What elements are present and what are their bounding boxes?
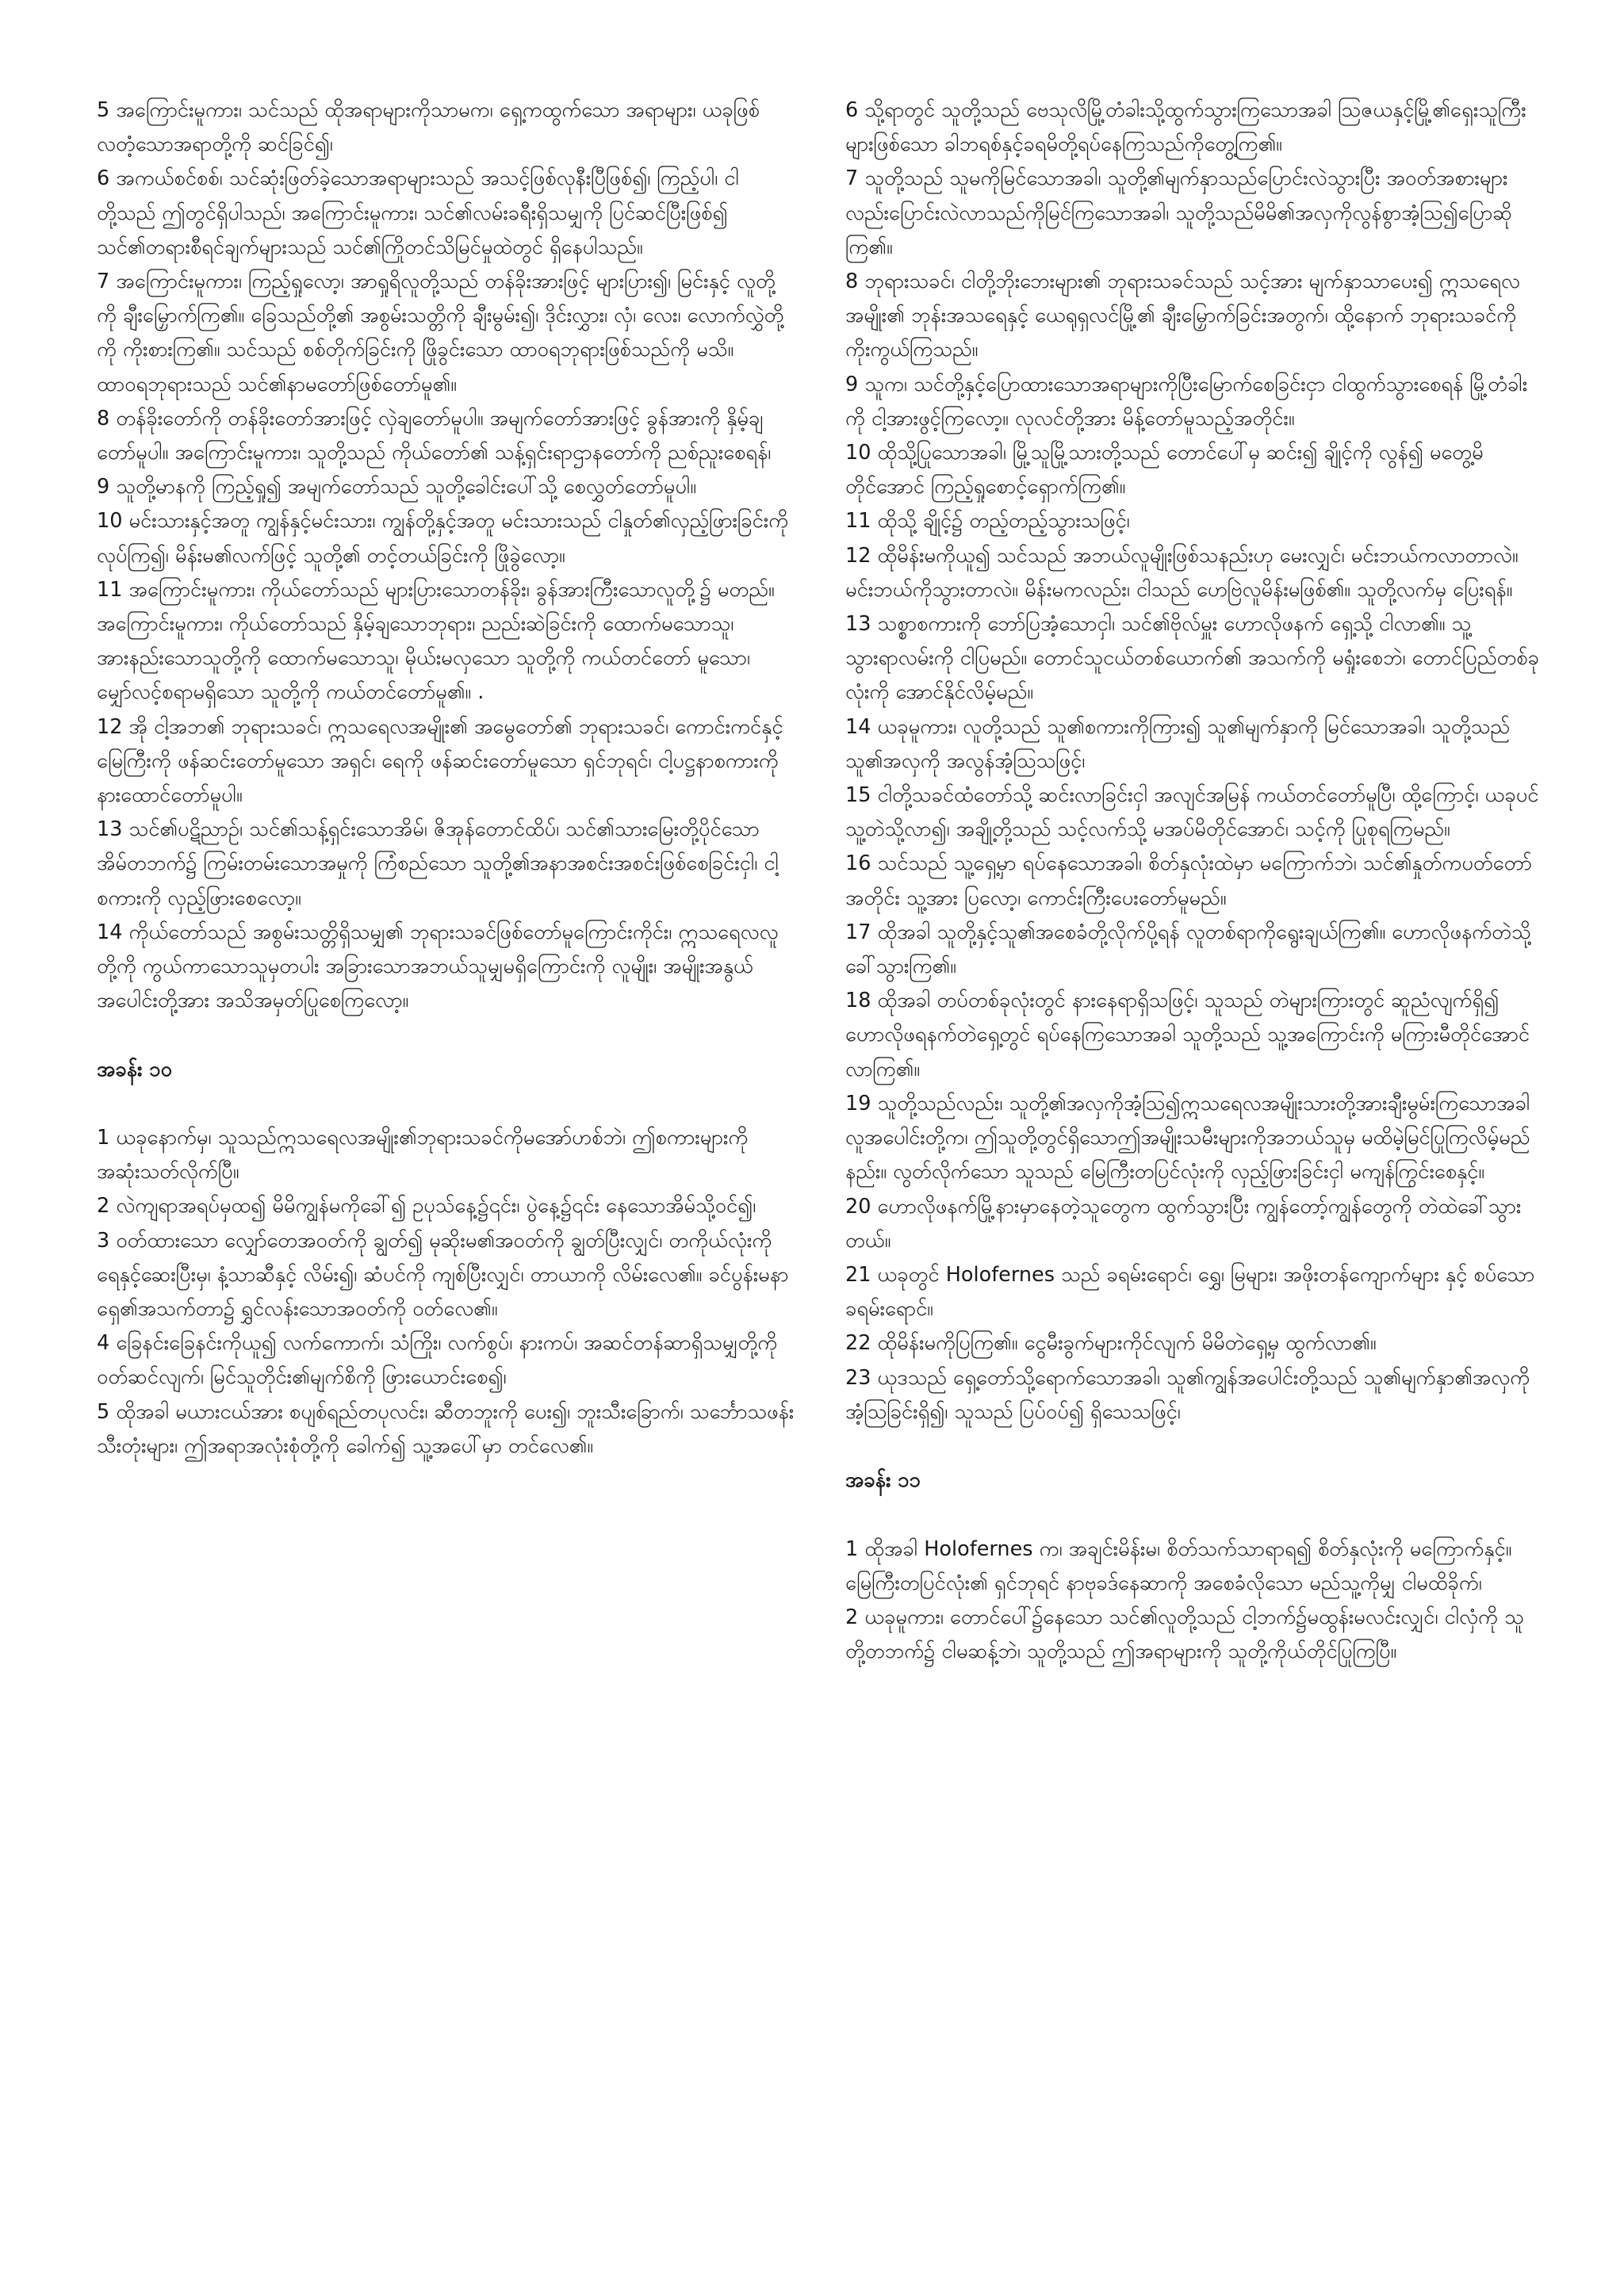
verse-paragraph: 23 ယုဒသည် ရှေ့တော်သို့ရောက်သောအခါ၊ သူ၏ကျွန်အပေါင်းတို့သည် သူ၏မျက်နှာ၏အလှကို အံ့သြခြင်းရှိ၍၊ သူသည် ပြပ်ဝပ်၍ ရှိသေသဖြင့်၊ <box>845 1365 1530 1424</box>
verse-paragraph: 3 ဝတ်ထားသော လျှော်တေအဝတ်ကို ချွတ်၍ မုဆိုးမ၏အဝတ်ကို ချွတ်ပြီးလျှင်၊ တကိုယ်လုံးကို ရေနှင့်ဆေးပြီးမှ၊ နံ့သာဆီနှင့် လိမ်း၍၊ ဆံပင်ကို ကျစ်ပြီးလျှင်၊ တာယာကို လိမ်းလေ၏။ ခင်ပွန်းမနာရှေ၏အသက်တာ၌ ရွှင်လန်းသောအဝတ်ကို ဝတ်လေ၏။ <box>97 1228 789 1322</box>
verse-paragraph: 14 ယခုမူကား၊ လူတို့သည် သူ၏စကားကိုကြား၍ သူ၏မျက်နှာကို မြင်သောအခါ၊ သူတို့သည် သူ၏အလှကို အလွန်အံ့သြသဖြင့်၊ <box>845 714 1511 773</box>
right-verses-top <box>845 94 1543 1429</box>
verse-paragraph: 1 ယခုနောက်မှ၊ သူသည်ဣသရေလအမျိုး၏ဘုရားသခင်ကိုမအော်ဟစ်ဘဲ၊ ဤစကားများကိုအဆုံးသတ်လိုက်ပြီ။ <box>97 1126 749 1184</box>
verse-paragraph: 21 ယခုတွင် Holofernes သည် ခရမ်းရောင်၊ ရွှေ၊ မြများ၊ အဖိုးတန်ကျောက်များ နှင့် စပ်သော ခရမ်းရောင်။ <box>845 1262 1535 1322</box>
verse-paragraph: 8 တန်ခိုးတော်ကို တန်ခိုးတော်အားဖြင့် လှဲချတော်မူပါ။ အမျက်တော်အားဖြင့် ခွန်အားကို နှိမ့်ချတော်မူပါ။ အကြောင်းမူကား၊ သူတို့သည် ကိုယ်တော်၏ သန့်ရှင်းရာဌာနတော်ကို ညစ်ညူးစေရန်၊ <box>97 406 772 465</box>
verse-paragraph: 11 အကြောင်းမူကား၊ ကိုယ်တော်သည် များပြားသောတန်ခိုး၊ ခွန်အားကြီးသောလူတို့၌ မတည်။ အကြောင်းမူကား၊ ကိုယ်တော်သည် နှိမ့်ချသောဘုရား၊ ညည်းဆဲခြင်းကို ထောက်မသောသူ၊ အားနည်းသောသူတို့ကို ထောက်မသောသူ၊ မိုယ်းမလှသော သူတို့ကို ကယ်တင်တော် မူသော၊ မျှော်လင့်စရာမရှိသော သူတို့ကို ကယ်တင်တော်မူ၏။ . <box>97 577 775 705</box>
verse-paragraph: 19 သူတို့သည်လည်း၊ သူတို့၏အလှကိုအံ့သြ၍ဣသရေလအမျိုးသားတို့အားချီးမွမ်းကြသောအခါ လူအပေါင်းတို့က၊ ဤသူတို့တွင်ရှိသောဤအမျိုးသမီးများကိုအဘယ်သူမှ မထိမဲ့မြင်ပြုကြလိမ့်မည်နည်း။ လွတ်လိုက်သော သူသည် မြေကြီးတပြင်လုံးကို လှည့်ဖြားခြင်းငှါ မကျန်ကြွင်းစေနှင့်။ <box>845 1091 1530 1184</box>
verse-paragraph: 8 ဘုရားသခင်၊ ငါတို့ဘိုးဘေးများ၏ ဘုရားသခင်သည် သင့်အား မျက်နှာသာပေး၍ ဣသရေလအမျိုး၏ ဘုန်းအသရေနှင့် ယေရုရှလင်မြို့၏ ချီးမြှောက်ခြင်းအတွက်၊ ထို့နောက် ဘုရားသခင်ကို ကိုးကွယ်ကြသည်။ <box>845 270 1520 362</box>
verse-paragraph: 14 ကိုယ်တော်သည် အစွမ်းသတ္တိရှိသမျှ၏ ဘုရားသခင်ဖြစ်တော်မူကြောင်းကိုင်း၊ ဣသရေလလူတို့ကို ကွယ်ကာသောသူမှတပါး အခြားသောအဘယ်သူမျှမရှိကြောင်းကို လူမျိုး၊ အမျိုးအနွယ်အပေါင်းတို့အား အသိအမှတ်ပြုစေကြလော့။ <box>97 920 779 1013</box>
verse-paragraph: 4 ခြေနင်းခြေနင်းကိုယူ၍ လက်ကောက်၊ သံကြိုး၊ လက်စွပ်၊ နားကပ်၊ အဆင်တန်ဆာရှိသမျှတို့ကို ဝတ်ဆင်လျက်၊ မြင်သူတိုင်း၏မျက်စိကို ဖြားယောင်းစေ၍၊ <box>97 1331 778 1390</box>
verse-paragraph: 10 ထိုသို့ပြုသောအခါ၊ မြို့သူမြို့သားတို့သည် တောင်ပေါ်မှ ဆင်း၍ ချိုင့်ကို လွန်၍ မတွေ့မိတိုင်အောင် ကြည့်ရှုစောင့်ရှောက်ကြ၏။ <box>845 441 1484 499</box>
verse-paragraph: 13 သစ္စာစကားကို ဘော်ပြအံ့သောငှါ၊ သင်၏ဗိုလ်မှူး ဟောလိုဖနက် ရှေ့သို့ ငါလာ၏။ သူ့သွားရာလမ်းကို ငါပြမည်။ တောင်သူငယ်တစ်ယောက်၏ အသက်ကို မရှုံးစေဘဲ၊ တောင်ပြည်တစ်ခုလုံးကို အောင်နိုင်လိမ့်မည်။ <box>845 612 1539 705</box>
verse-paragraph: 1 ထိုအခါ Holofernes က၊ အချင်းမိန်းမ၊ စိတ်သက်သာရာရ၍ စိတ်နှလုံးကို မကြောက်နှင့်။ မြေကြီးတပြင်လုံး၏ ရှင်ဘုရင် နာဗုခဒ်နေဆာကို အစေခံလိုသော မည်သူ့ကိုမျှ ငါမထိခိုက်၊ <box>845 1536 1512 1595</box>
left-verses-bottom <box>97 1121 795 1464</box>
verse-paragraph: 6 အကယ်စင်စစ်၊ သင်ဆုံးဖြတ်ခဲ့သောအရာများသည် အသင့်ဖြစ်လုနီးပြီဖြစ်၍၊ ကြည့်ပါ၊ ငါတို့သည် ဤတွင်ရှိပါသည်၊ အကြောင်းမူကား၊ သင်၏လမ်းခရီးရှိသမျှကို ပြင်ဆင်ပြီးဖြစ်၍ သင်၏တရားစီရင်ချက်များသည် သင်၏ကြိုတင်သိမြင်မှုထဲတွင် ရှိနေပါသည်။ <box>97 166 739 259</box>
verse-paragraph: 15 ငါတို့သခင်ထံတော်သို့ ဆင်းလာခြင်းငှါ အလျင်အမြန် ကယ်တင်တော်မူပြီ၊ ထို့ကြောင့်၊ ယခုပင် သူ့တဲသို့လာ၍၊ အချို့တို့သည် သင့်လက်သို့ မအပ်မိတိုင်အောင်၊ သင့်ကို ပြုစုရကြမည်။ <box>845 783 1539 842</box>
verse-paragraph: 7 အကြောင်းမူကား၊ ကြည့်ရှုလော့၊ အာရှုရိလူတို့သည် တန်ခိုးအားဖြင့် များပြား၍၊ မြင်းနှင့် လူတို့ကို ချီးမြှောက်ကြ၏။ ခြေသည်တို့၏ အစွမ်းသတ္တိကို ချီးမွမ်း၍၊ ဒိုင်းလွှား၊ လှံ၊ လေး၊ လောက်လွှဲတို့ကို ကိုးစားကြ၏။ သင်သည် စစ်တိုက်ခြင်းကို ဖြိုခွင်းသော ထာဝရဘုရားဖြစ်သည်ကို မသိ။ ထာဝရဘုရားသည် သင်၏နာမတော်ဖြစ်တော်မူ၏။ <box>97 270 784 396</box>
right-verses-bottom <box>845 1533 1543 1670</box>
chapter-heading: အခန်း ၁၁ <box>845 1468 921 1493</box>
verse-paragraph: 18 ထိုအခါ တပ်တစ်ခုလုံးတွင် နားနေရာရှိသဖြင့်၊ သူသည် တဲများကြားတွင် ဆူညံလျက်ရှိ၍ ဟောလိုဖရနက်တဲရှေ့တွင် ရပ်နေကြသောအခါ သူတို့သည် သူ့အကြောင်းကို မကြားမီတိုင်အောင် လာကြ၏။ <box>845 989 1530 1081</box>
verse-paragraph: 13 သင်၏ပဋိညာဉ်၊ သင်၏သန့်ရှင်းသောအိမ်၊ ဇိအုန်တောင်ထိပ်၊ သင်၏သားမြေးတို့ပိုင်သော အိမ်တဘက်၌ ကြမ်းတမ်းသောအမှုကို ကြံစည်သော သူတို့၏အနာအစင်းအစင်းဖြစ်စေခြင်းငှါ၊ ငါ့စကားကို လှည့်ဖြားစေလော့။ <box>97 817 779 910</box>
verse-paragraph: 12 အို ငါ့အဘ၏ ဘုရားသခင်၊ ဣသရေလအမျိုး၏ အမွေတော်၏ ဘုရားသခင်၊ ကောင်းကင်နှင့် မြေကြီးကို ဖန်ဆင်းတော်မူသော အရှင်၊ ရေကို ဖန်ဆင်းတော်မူသော ရှင်ဘုရင်၊ ငါ့ပဋ္ဌနာစကားကို နားထောင်တော်မူပါ။ <box>97 714 783 808</box>
verse-paragraph: 22 ထိုမိန်းမကိုပြကြ၏။ ငွေမီးခွက်များကိုင်လျက် မိမိတဲရှေ့မှ ထွက်လာ၏။ <box>845 1331 1377 1356</box>
verse-paragraph: 20 ဟောလိုဖနက်မြို့နားမှာနေတဲ့သူတွေက ထွက်သွားပြီး ကျွန်တော့်ကျွန်တွေကို တဲထဲခေါ်သွားတယ်။ <box>845 1194 1522 1253</box>
right-column <box>845 94 1543 1669</box>
verse-paragraph: 11 ထိုသို့ ချိုင့်၌ တည့်တည့်သွားသဖြင့်၊ <box>845 509 1130 534</box>
verse-paragraph: 2 ယခုမူကား၊ တောင်ပေါ်၌နေသော သင်၏လူတို့သည် ငါ့ဘက်၌မထွန်းမလင်းလျှင်၊ ငါလှံကို သူတို့တဘက်၌ ငါမဆန့်ဘဲ၊ သူတို့သည် ဤအရာများကို သူတို့ကိုယ်တိုင်ပြုကြပြီ။ <box>845 1605 1524 1664</box>
left-verses-top <box>97 94 795 1018</box>
verse-paragraph: 7 သူတို့သည် သူမကိုမြင်သောအခါ၊ သူတို့၏မျက်နှာသည်ပြောင်းလဲသွားပြီး အဝတ်အစားများလည်းပြောင်းလဲလာသည်ကိုမြင်ကြသောအခါ၊ သူတို့သည်မိမိ၏အလှကိုလွန်စွာအံ့သြ၍ပြောဆိုကြ၏။ <box>845 166 1512 259</box>
chapter-heading: အခန်း ၁၀ <box>97 1057 172 1081</box>
verse-paragraph: 5 ထိုအခါ မယားငယ်အား စပျစ်ရည်တပုလင်း၊ ဆီတဘူးကို ပေး၍၊ ဘူးသီးခြောက်၊ သင်္ဘောသဖန်းသီးတုံးများ၊ ဤအရာအလုံးစုံတို့ကို ခေါက်၍ သူ့အပေါ်မှာ တင်လေ၏။ <box>97 1399 795 1458</box>
section-spacer <box>97 1087 795 1121</box>
verse-paragraph: 12 ထိုမိန်းမကိုယူ၍ သင်သည် အဘယ်လူမျိုးဖြစ်သနည်းဟု မေးလျှင်၊ မင်းဘယ်ကလာတာလဲ။ မင်းဘယ်ကိုသွားတာလဲ။ မိန်းမကလည်း၊ ငါသည် ဟေဗြဲလူမိန်းမဖြစ်၏။ သူတို့လက်မှ ပြေးရန်။ <box>845 543 1519 602</box>
verse-paragraph: 2 လဲကျရာအရပ်မှထ၍ မိမိကျွန်မကိုခေါ်၍ ဥပုသ်နေ့၌၎င်း၊ ပွဲနေ့၌၎င်း နေသောအိမ်သို့ဝင်၍၊ <box>97 1194 756 1219</box>
section-spacer <box>845 1429 1543 1464</box>
section-spacer <box>97 1018 795 1052</box>
verse-paragraph: 5 အကြောင်းမူကား၊ သင်သည် ထိုအရာများကိုသာမက၊ ရှေ့ကထွက်သော အရာများ၊ ယခုဖြစ်လတံ့သောအရာတို့ကို ဆင်ခြင်၍၊ <box>97 98 760 157</box>
verse-paragraph: 17 ထိုအခါ သူတို့နှင့်သူ၏အစေခံတို့လိုက်ပို့ရန် လူတစ်ရာကိုရွေးချယ်ကြ၏။ ဟောလိုဖနက်တဲသို့ ခေါ်သွားကြ၏။ <box>845 920 1531 979</box>
verse-paragraph: 6 သို့ရာတွင် သူတို့သည် ဗေသုလိမြို့တံခါးသို့ထွက်သွားကြသောအခါ ဩဇယနှင့်မြို့၏ရှေးသူကြီးများဖြစ်သော ခါဘရစ်နှင့်ခရမိတို့ရပ်နေကြသည်ကိုတွေ့ကြ၏။ <box>845 98 1526 157</box>
verse-paragraph: 9 သူတို့မာနကို ကြည့်ရှု၍ အမျက်တော်သည် သူတို့ခေါင်းပေါ်သို့ စေလွှတ်တော်မူပါ။ <box>97 475 697 499</box>
verse-paragraph: 10 မင်းသားနှင့်အတူ ကျွန်နှင့်မင်းသား၊ ကျွန်တို့နှင့်အတူ မင်းသားသည် ငါနှုတ်၏လှည့်ဖြားခြင်းကို လုပ်ကြ၍၊ မိန်းမ၏လက်ဖြင့် သူတို့၏ တင့်တယ်ခြင်းကို ဖြိုခွဲလော့။ <box>97 509 789 568</box>
verse-paragraph: 16 သင်သည် သူ့ရှေ့မှာ ရပ်နေသောအခါ၊ စိတ်နှလုံးထဲမှာ မကြောက်ဘဲ၊ သင်၏နှုတ်ကပတ်တော်အတိုင်း သူ့အား ပြလော့၊ ကောင်းကြီးပေးတော်မူမည်။ <box>845 851 1532 910</box>
verse-paragraph: 9 သူက၊ သင်တို့နှင့်ပြောထားသောအရာများကိုပြီးမြောက်စေခြင်းငှာ ငါထွက်သွားစေရန် မြို့တံခါးကို ငါ့အားဖွင့်ကြလော့။ လုလင်တို့အား မိန့်တော်မူသည့်အတိုင်း။ <box>845 372 1528 430</box>
left-column <box>97 94 795 1464</box>
section-spacer <box>845 1498 1543 1532</box>
